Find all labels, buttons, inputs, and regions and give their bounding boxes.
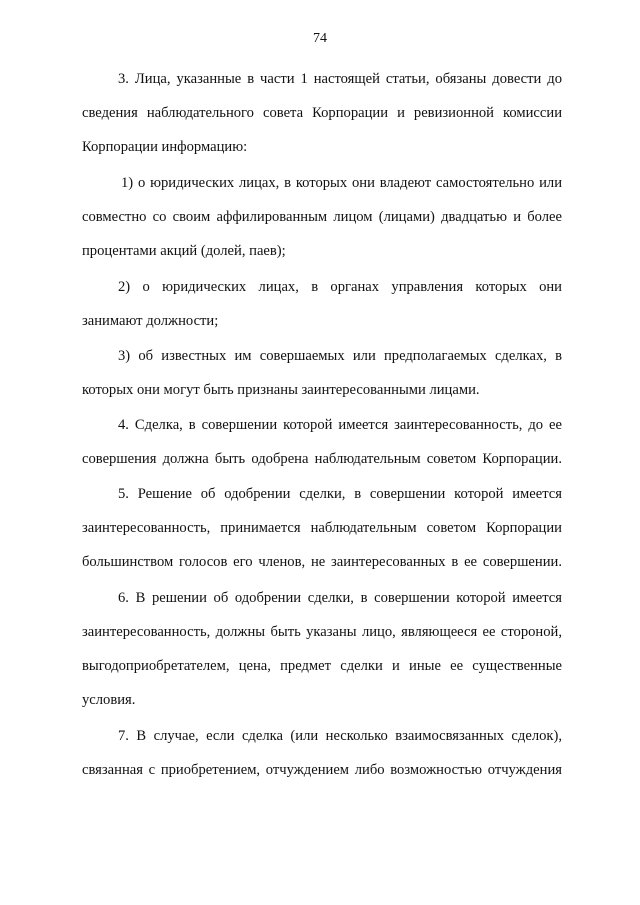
item-1-line-2: совместно со своим аффилированным лицом (лицами) двадцатью и более bbox=[82, 209, 562, 225]
item-3-line-1: 3) об известных им совершаемых или предполагаемых сделках, в bbox=[118, 348, 562, 364]
paragraph-6-line-4: условия. bbox=[82, 692, 136, 708]
paragraph-3-line-3: Корпорации информацию: bbox=[82, 139, 248, 155]
paragraph-3-line-2: сведения наблюдательного совета Корпорации и ревизионной комиссии bbox=[82, 105, 562, 121]
paragraph-4-line-1: 4. Сделка, в совершении которой имеется заинтересованность, до ее bbox=[118, 417, 562, 433]
paragraph-3-line-1: 3. Лица, указанные в части 1 настоящей статьи, обязаны довести до bbox=[118, 71, 562, 87]
item-2-line-2: занимают должности; bbox=[82, 313, 219, 329]
paragraph-7-line-1: 7. В случае, если сделка (или несколько взаимосвязанных сделок), bbox=[118, 728, 562, 744]
item-3-line-2: которых они могут быть признаны заинтересованными лицами. bbox=[82, 382, 480, 398]
paragraph-5-line-1: 5. Решение об одобрении сделки, в совершении которой имеется bbox=[118, 486, 562, 502]
paragraph-6-line-3: выгодоприобретателем, цена, предмет сделки и иные ее существенные bbox=[82, 658, 562, 674]
item-1-line-3: процентами акций (долей, паев); bbox=[82, 243, 286, 259]
paragraph-5-line-3: большинством голосов его членов, не заинтересованных в ее совершении. bbox=[82, 554, 562, 570]
paragraph-6-line-1: 6. В решении об одобрении сделки, в совершении которой имеется bbox=[118, 590, 562, 606]
item-2-line-1: 2) о юридических лицах, в органах управления которых они bbox=[118, 279, 562, 295]
paragraph-7-line-2: связанная с приобретением, отчуждением либо возможностью отчуждения bbox=[82, 762, 562, 778]
item-1-line-1: 1) о юридических лицах, в которых они владеют самостоятельно или bbox=[121, 175, 562, 191]
paragraph-5-line-2: заинтересованность, принимается наблюдательным советом Корпорации bbox=[82, 520, 562, 536]
page-number: 74 bbox=[313, 31, 327, 46]
paragraph-4-line-2: совершения должна быть одобрена наблюдательным советом Корпорации. bbox=[82, 451, 562, 467]
paragraph-6-line-2: заинтересованность, должны быть указаны лицо, являющееся ее стороной, bbox=[82, 624, 562, 640]
